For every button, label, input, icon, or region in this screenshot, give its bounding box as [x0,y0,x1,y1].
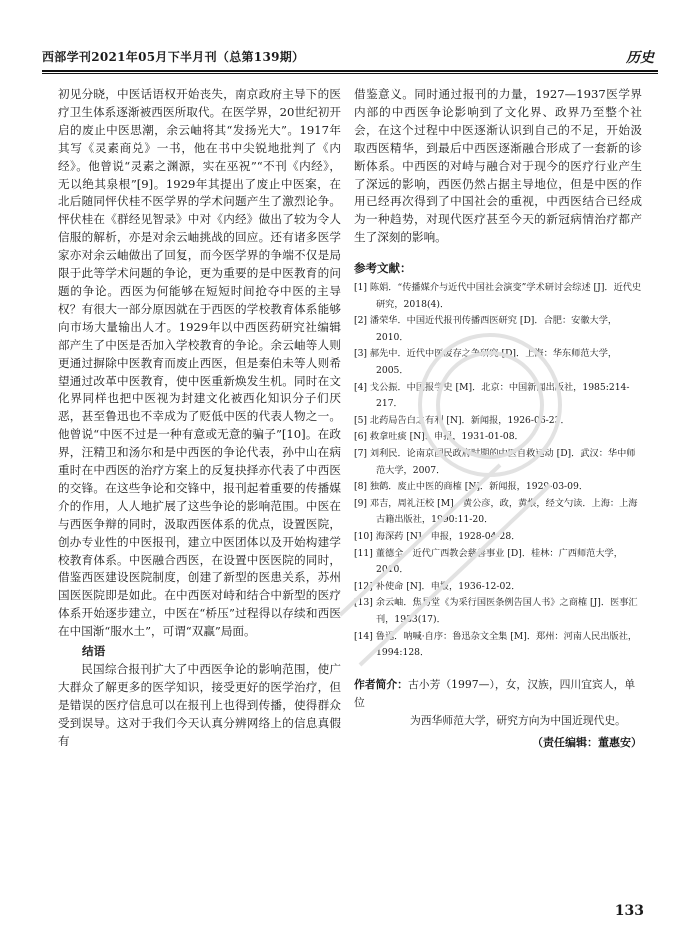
author-bio-line1: 古小芳（1997—），女，汉族，四川宜宾人，单位 [354,677,636,709]
author-bio-line2: 为西华师范大学，研究方向为中国近现代史。 [410,713,626,727]
journal-name: 西部学刊2021年05月下半月刊（总第139期） [42,50,305,64]
reference-item: [10] 海深药 [N]．申报，1928-04-28． [354,530,521,542]
conclusion-paragraph: 民国综合报刊扩大了中西医争论的影响范围，使广大群众了解更多的医学知识，接受更好的医学治疗，但是错误的医疗信息可以在报刊上也得到传播，使得群众受到误导。这对于我们今天认真分辨网络上的信息真假有 [58,662,341,748]
reference-item: [1] 陈娟．“传播媒介与近代中国社会演变”学术研讨会综述 [J]．近代史研究，2018(4)． [354,282,642,310]
section-label: 历史 [626,50,654,66]
reference-item: [9] 邓吉，周礼汪校 [M]．黄公彦，政，黄恨，经文勺读．上海：上海古籍出版社，1990:11-20． [354,497,638,526]
reference-item: [5] 北药局告白之有利 [N]．新闻报，1926-06-23． [354,414,570,426]
references-list [354,280,642,662]
conclusion-heading: 结语 [82,644,106,659]
reference-item: [8] 独鹤．废止中医的商榷 [N]．新闻报，1929-03-09． [354,481,589,493]
reference-item: [4] 戈公振．中国报学史 [M]．北京：中国新闻出版社，1985:214-217． [354,381,630,410]
author-bio-label: 作者简介： [354,677,408,691]
header-rule-thick [42,70,658,72]
references-heading: 参考文献： [354,261,412,276]
right-column [354,86,642,752]
reference-item: [2] 潘荣华．中国近代报刊传播西医研究 [D]．合肥：安徽大学，2010． [354,315,618,343]
reference-item: [6] 救拿吐痰 [N]．申报，1931-01-08． [354,431,524,443]
running-header [42,45,654,67]
reference-item: [13] 余云岫．焦易堂《为采行国医条例告国人书》之商榷 [J]．医事汇刊，1933(17)． [354,597,638,625]
left-column [58,86,341,751]
reference-item: [12] 补使命 [N]．申报，1936-12-02． [354,580,521,592]
responsible-editor: （责任编辑：董惠安） [532,735,642,749]
body-paragraph: 借鉴意义。同时通过报刊的力量，1927—1937医学界内部的中西医争论影响到了文化界、政界乃至整个社会，在这个过程中中医逐渐认识到自己的不足，开始汲取西医精华，到最后中西医逐渐融合形成了一套新的诊断体系。中西医的对峙与融合对于现今的医疗行业产生了深远的影响，西医仍然占据主导地位，但是中医的作用已经再次得到了中国社会的重视，中西医结合已经成为一种趋势，对现代医疗甚至今天的新冠病情治疗都产生了深刻的影响。 [354,87,642,245]
reference-item: [7] 刘利民．论南京国民政府时期的中医自救运动 [D]．武汉：华中师范大学，2007． [354,448,636,476]
reference-item: [11] 董德全．近代广西教会慈善事业 [D]．桂林：广西师范大学，2010． [354,547,623,576]
reference-item: [14] 鲁迅．呐喊·自序：鲁迅杂文全集 [M]．郑州：河南人民出版社，1994:128． [354,630,638,659]
page-number: 133 [614,903,644,919]
header-rule-thin [42,73,658,74]
author-bio [354,676,642,730]
reference-item: [3] 郝先中．近代中医废存之争研究 [D]．上海：华东师范大学，2005． [354,348,618,377]
body-paragraph: 初见分晓，中医话语权开始丧失，南京政府主导下的医疗卫生体系逐渐被西医所取代。在医学界，20世纪初开启的废止中医思潮，余云岫将其“发扬光大”。1917年其写《灵素商兑》一书，他在书中尖锐地批判了《内经》。他曾说“灵素之渊源，实在巫祝”“不刊《内经》，无以绝其泉根”[9]。1929年其提出了废止中医案，在北后随同怦伏桂不医学界的学术问题产生了激烈论争。怦伏桂在《群经见智录》中对《内经》做出了较为令人信服的解析，亦是对余云岫挑战的回应。还有诸多医学家亦对余云岫做出了回复，而今医学界的争端不仅是局限于此等学术问题的争论，更为重要的是中医教育的问题的争论。西医为何能够在短短时间抢夺中医的主导权？有很大一部分原因就在于西医的学校教育体系能够向市场大量输出人才。1929年以中西医药研究社编辑部产生了中医是否加入学校教育的争论。余云岫等人则更通过摒除中医教育而废止西医，但是秦伯未等人则希望通过改革中医教育，使中医重新焕发生机。同时在文化界同样也把中医视为封建文化被西化知识分子们厌恶，甚至鲁迅也不幸成为了贬低中医的代表人物之一。他曾说“中医不过是一种有意或无意的骗子”[10]。在政界，汪精卫和汤尔和是中西医的争论代表，孙中山在病重时在中西医的治疗方案上的反复抉择亦代表了中西医的交锋。在这些争论和交锋中，报刊起着重要的传播媒介的作用，人人地扩展了这些争论的影响范围。中医在与西医争辩的同时，汲取西医体系的优点，设置医院，创办专业性的中医报刊，建立中医团体以及开始构建学校教育体系。中医融合西医，在设置中医医院的同时，借鉴西医建设医院制度，创建了新型的医患关系，苏州国医医院即是如此。在中西医对峙和结合中新型的医疗体系开始逐步建立，中医在“桥压”过程得以存续和西医在中国渐“服水土”，可谓“双赢”局面。 [58,87,341,639]
